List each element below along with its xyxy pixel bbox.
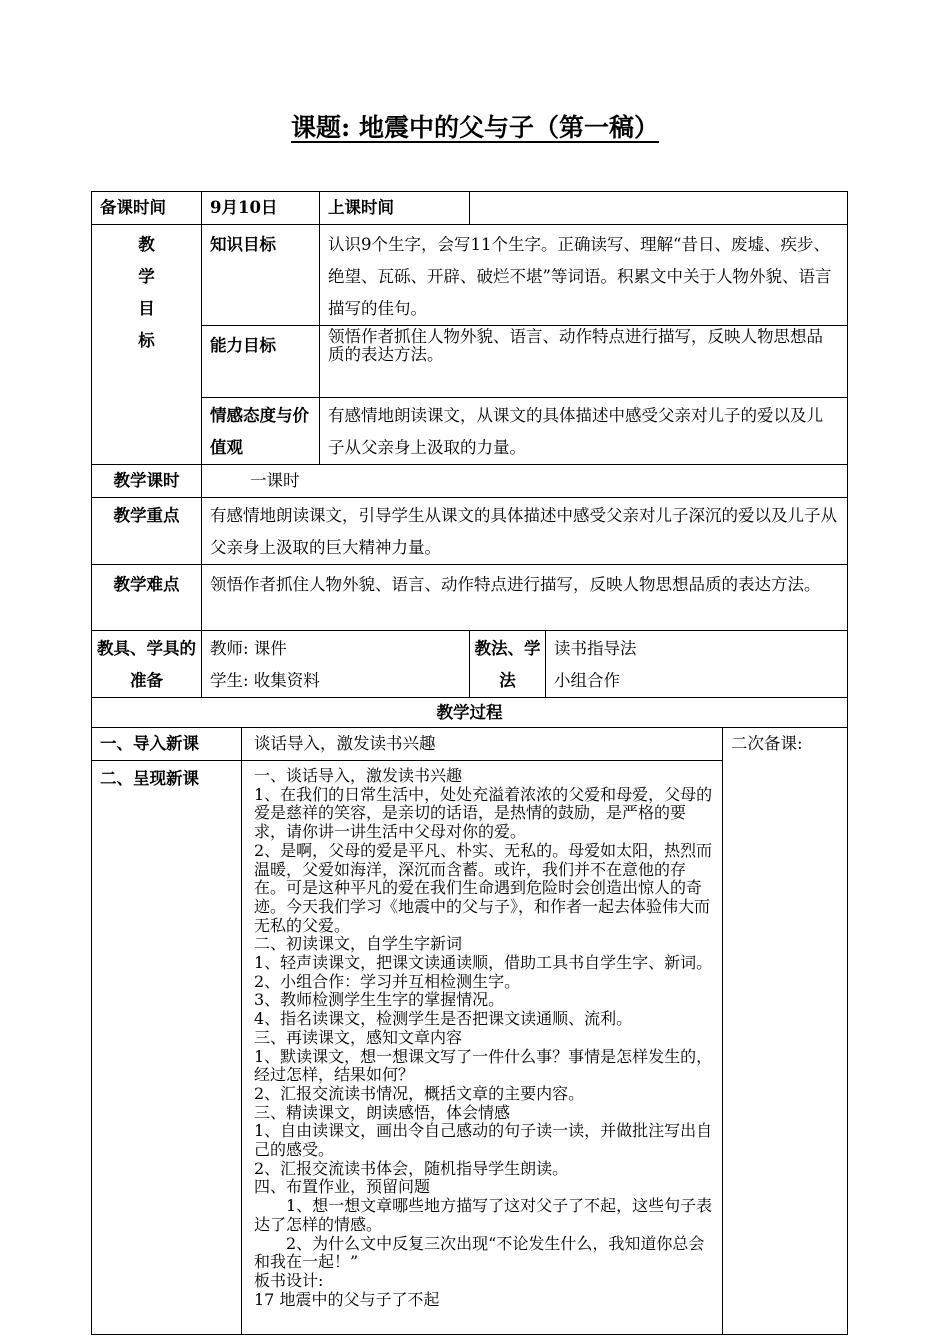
process-line: 1、想一想文章哪些地方描写了这对父子了不起，这些句子表达了怎样的情感。 xyxy=(254,1196,713,1234)
intro-value: 谈话导入，激发读书兴趣 xyxy=(242,728,723,761)
process-line: 三、精读课文，朗读感悟，体会情感 xyxy=(254,1102,511,1122)
difficulties-value: 领悟作者抓住人物外貌、语言、动作特点进行描写，反映人物思想品质的表达方法。 xyxy=(202,565,848,631)
method-2: 小组合作 xyxy=(554,671,621,690)
ability-goal-label: 能力目标 xyxy=(202,326,320,398)
prep-teacher: 教师: 课件 xyxy=(210,639,287,658)
document-title: 课题: 地震中的父与子（第一稿） xyxy=(291,113,659,142)
process-line: 1、自由读课文，画出令自己感动的句子读一读，并做批注写出自己的感受。 xyxy=(254,1121,713,1160)
second-prep-cell xyxy=(723,728,848,1335)
prep-time-label: 备课时间 xyxy=(92,192,202,225)
process-line: 3、教师检测学生生字的掌握情况。 xyxy=(254,990,505,1010)
process-line: 17 地震中的父与子了不起 xyxy=(254,1289,440,1309)
process-line: 板书设计: xyxy=(254,1270,324,1290)
method-1: 读书指导法 xyxy=(554,639,637,658)
intro-label: 一、导入新课 xyxy=(92,728,242,761)
prep-teacher-student xyxy=(202,631,470,698)
periods-value: 一课时 xyxy=(202,465,848,498)
lesson-plan-table xyxy=(91,191,848,1335)
process-line: 2、汇报交流读书体会，随机指导学生朗读。 xyxy=(254,1158,569,1178)
process-line: 三、再读课文，感知文章内容 xyxy=(254,1027,463,1047)
process-line: 2、汇报交流读书情况，概括文章的主要内容。 xyxy=(254,1083,585,1103)
process-line: 4、指名读课文，检测学生是否把课文读通顺、流利。 xyxy=(254,1009,633,1029)
process-heading: 教学过程 xyxy=(92,698,848,728)
emotion-goal-label: 情感态度与价值观 xyxy=(202,398,320,465)
key-points-value: 有感情地朗读课文，引导学生从课文的具体描述中感受父亲对儿子深沉的爱以及儿子从父亲身上汲取的巨大精神力量。 xyxy=(202,498,848,565)
process-line: 一、谈话导入，激发读书兴趣 xyxy=(254,766,463,785)
process-line: 二、初读课文，自学生字新词 xyxy=(254,934,463,954)
goals-section-label: 教 学 目 标 xyxy=(92,225,202,465)
class-time-label: 上课时间 xyxy=(320,192,470,225)
knowledge-goal-text: 认识9个生字，会写11个生字。正确读写、理解“昔日、废墟、疾步、绝望、瓦砾、开辟、破烂不堪”等词语。积累文中关于人物外貌、语言描写的佳句。 xyxy=(320,225,848,326)
ability-goal-text: 领悟作者抓住人物外貌、语言、动作特点进行描写，反映人物思想品质的表达方法。 xyxy=(320,326,848,398)
process-line: 1、轻声读课文，把课文读通读顺，借助工具书自学生字、新词。 xyxy=(254,953,713,973)
process-line: 1、默读课文，想一想课文写了一件什么事？事情是怎样发生的，经过怎样，结果如何？ xyxy=(254,1046,713,1085)
process-line: 2、是啊，父母的爱是平凡、朴实、无私的。母爱如太阳，热烈而温暖，父爱如海洋，深沉而含蓄。或许，我们并不在意他的存在。可是这种平凡的爱在我们生命遇到危险时会创造出惊人的奇迹。今天我们学习《地震中的父与子》，和作者一起去体验伟大而无私的父爱。 xyxy=(254,840,713,935)
process-line: 2、小组合作：学习并互相检测生字。 xyxy=(254,971,521,991)
prep-student: 学生: 收集资料 xyxy=(210,671,320,690)
class-time-value xyxy=(470,192,848,225)
new-lesson-label: 二、呈现新课 xyxy=(92,761,242,1335)
key-points-label: 教学重点 xyxy=(92,498,202,565)
method-label: 教法、学法 xyxy=(470,631,546,698)
knowledge-goal-label: 知识目标 xyxy=(202,225,320,326)
new-lesson-content xyxy=(242,761,723,1335)
process-line: 2、为什么文中反复三次出现“不论发生什么，我知道你总会和我在一起！” xyxy=(254,1233,705,1272)
prep-time-value: 9月10日 xyxy=(202,192,320,225)
process-line: 1、在我们的日常生活中，处处充溢着浓浓的父爱和母爱，父母的爱是慈祥的笑容，是亲切的话语，是热情的鼓励，是严格的要求，请你讲一讲生活中父母对你的爱。 xyxy=(254,784,713,842)
prep-label: 教具、学具的准备 xyxy=(92,631,202,698)
periods-label: 教学课时 xyxy=(92,465,202,498)
methods xyxy=(546,631,848,698)
second-prep-label: 二次备课: xyxy=(731,734,803,753)
emotion-goal-text: 有感情地朗读课文，从课文的具体描述中感受父亲对儿子的爱以及儿子从父亲身上汲取的力量。 xyxy=(320,398,848,465)
process-line: 四、布置作业，预留问题 xyxy=(254,1177,431,1197)
difficulties-label: 教学难点 xyxy=(92,565,202,631)
